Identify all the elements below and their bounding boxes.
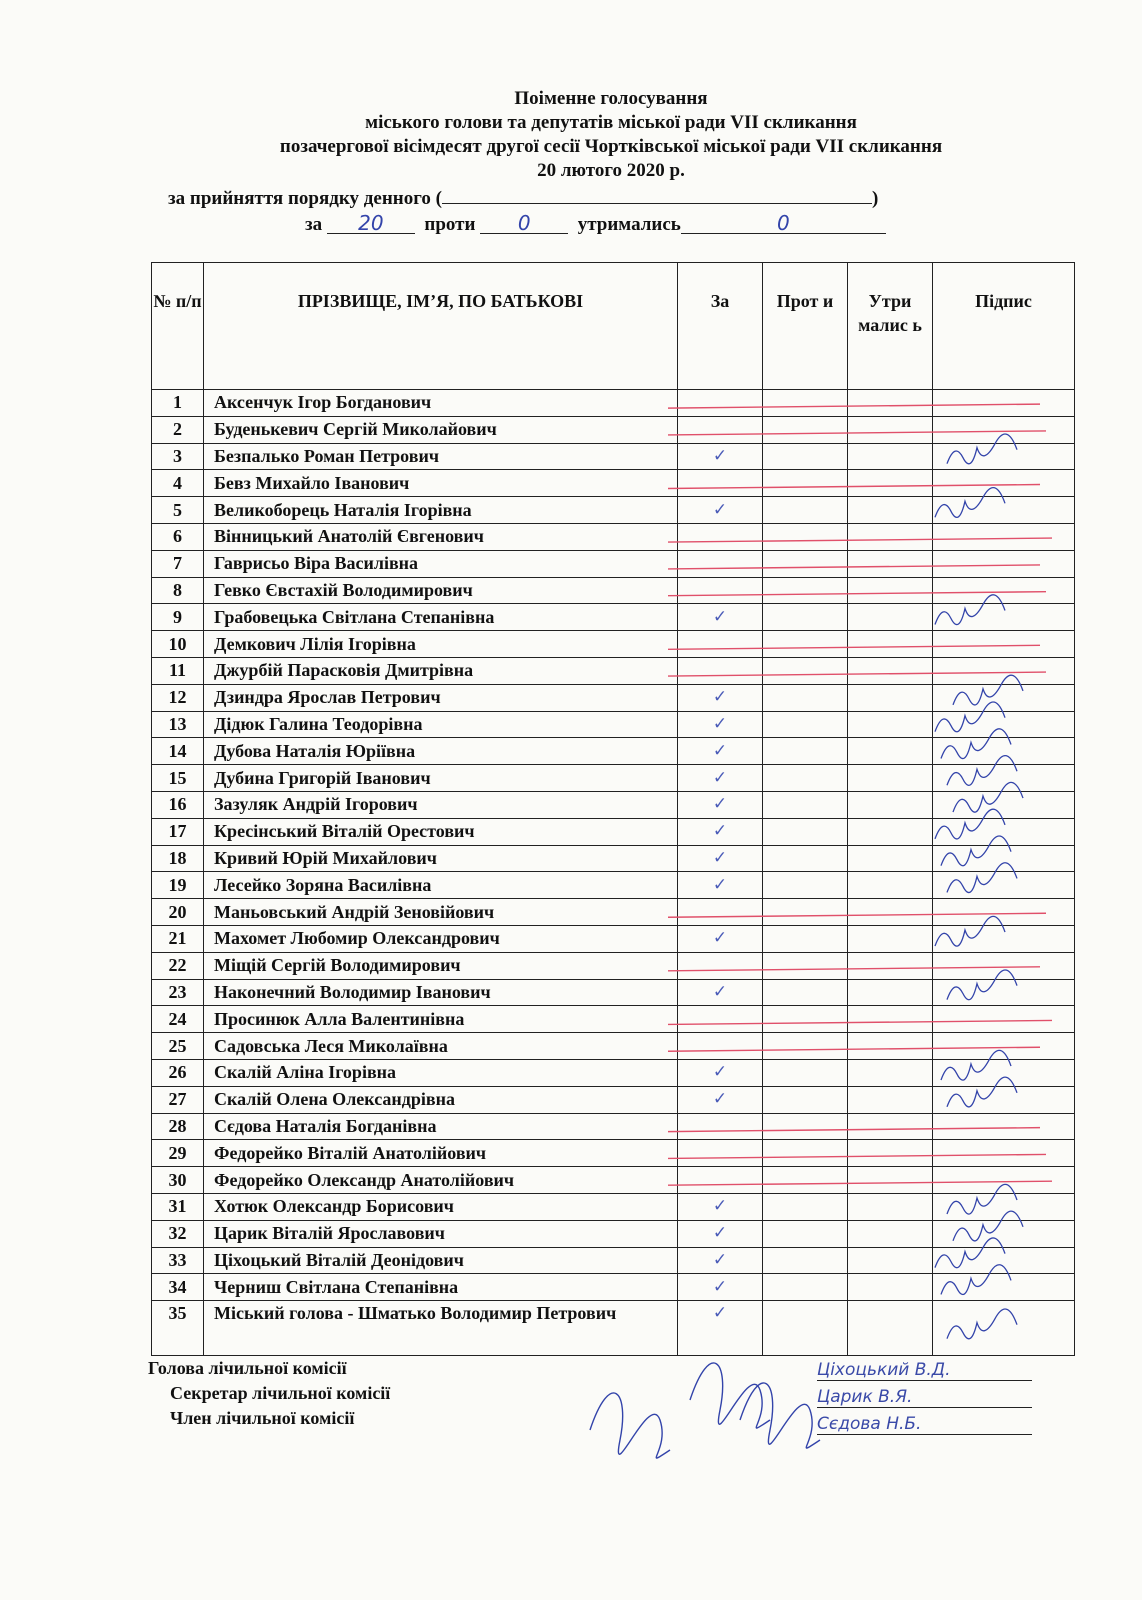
table-row [152, 1006, 1075, 1033]
row-against [763, 1167, 848, 1194]
row-name: Кривий Юрій Михайлович [204, 845, 678, 872]
row-abstain [848, 497, 933, 524]
row-signature [933, 604, 1075, 631]
row-abstain [848, 979, 933, 1006]
table-row [152, 523, 1075, 550]
agenda-close: ) [871, 188, 879, 209]
table-row [152, 1140, 1075, 1167]
row-against [763, 1113, 848, 1140]
header-num: № п/п [152, 263, 204, 390]
row-name: Гевко Євстахій Володимирович [204, 577, 678, 604]
table-row [152, 952, 1075, 979]
row-number: 26 [152, 1059, 204, 1086]
check-mark-icon: ✓ [712, 1196, 728, 1217]
table-row [152, 925, 1075, 952]
row-signature [933, 1140, 1075, 1167]
check-mark-icon: ✓ [712, 1062, 728, 1083]
row-against [763, 1193, 848, 1220]
row-for [678, 497, 763, 524]
row-abstain [848, 872, 933, 899]
row-signature [933, 925, 1075, 952]
row-abstain [848, 738, 933, 765]
row-abstain [848, 1033, 933, 1060]
row-name: Великоборець Наталія Ігорівна [204, 497, 678, 524]
row-for [678, 657, 763, 684]
row-signature [933, 1113, 1075, 1140]
row-against [763, 390, 848, 417]
row-against [763, 1220, 848, 1247]
agenda-line [168, 188, 878, 210]
for-count: 20 [327, 213, 415, 234]
check-mark-icon: ✓ [712, 981, 728, 1002]
check-mark-icon: ✓ [712, 874, 728, 895]
row-for [678, 1086, 763, 1113]
row-name: Дубина Григорій Іванович [204, 765, 678, 792]
row-abstain [848, 711, 933, 738]
check-mark-icon: ✓ [712, 821, 728, 842]
row-abstain [848, 899, 933, 926]
row-abstain [848, 1140, 933, 1167]
table-row [152, 872, 1075, 899]
check-mark-icon: ✓ [712, 445, 728, 466]
against-count: 0 [480, 213, 568, 234]
agenda-blank [442, 189, 872, 204]
table-row [152, 497, 1075, 524]
row-name: Федорейко Олександр Анатолійович [204, 1167, 678, 1194]
table-body [152, 390, 1075, 1356]
row-against [763, 845, 848, 872]
row-signature [933, 791, 1075, 818]
title-line-2: міського голови та депутатів міської ради VII скликання [365, 112, 857, 133]
row-against [763, 1301, 848, 1356]
header-against: Прот и [763, 263, 848, 390]
row-signature [933, 1006, 1075, 1033]
row-number: 4 [152, 470, 204, 497]
row-for [678, 765, 763, 792]
table-row [152, 1033, 1075, 1060]
row-name: Джурбій Парасковія Дмитрівна [204, 657, 678, 684]
row-for [678, 1006, 763, 1033]
table-row [152, 470, 1075, 497]
row-name: Аксенчук Ігор Богданович [204, 390, 678, 417]
header-abstain: Утри малис ь [848, 263, 933, 390]
row-for [678, 1113, 763, 1140]
row-number: 29 [152, 1140, 204, 1167]
row-for [678, 550, 763, 577]
row-against [763, 604, 848, 631]
row-number: 8 [152, 577, 204, 604]
row-signature [933, 1086, 1075, 1113]
header-name: ПРІЗВИЩЕ, ІМ’Я, ПО БАТЬКОВІ [204, 263, 678, 390]
row-signature [933, 1301, 1075, 1356]
row-number: 1 [152, 390, 204, 417]
row-signature [933, 845, 1075, 872]
row-abstain [848, 416, 933, 443]
row-for [678, 631, 763, 658]
row-against [763, 925, 848, 952]
row-abstain [848, 845, 933, 872]
table-row [152, 577, 1075, 604]
row-number: 17 [152, 818, 204, 845]
row-signature [933, 979, 1075, 1006]
row-name: Наконечний Володимир Іванович [204, 979, 678, 1006]
commission-signature [740, 1383, 820, 1448]
row-for [678, 416, 763, 443]
table-row [152, 1113, 1075, 1140]
row-signature [933, 738, 1075, 765]
row-against [763, 1247, 848, 1274]
row-number: 33 [152, 1247, 204, 1274]
row-against [763, 1086, 848, 1113]
header-signature: Підпис [933, 263, 1075, 390]
row-abstain [848, 925, 933, 952]
row-signature [933, 470, 1075, 497]
row-abstain [848, 1167, 933, 1194]
table-row [152, 765, 1075, 792]
check-mark-icon: ✓ [712, 847, 728, 868]
row-against [763, 631, 848, 658]
row-for [678, 1274, 763, 1301]
row-against [763, 952, 848, 979]
table-row [152, 738, 1075, 765]
check-mark-icon: ✓ [712, 1249, 728, 1270]
table-row [152, 416, 1075, 443]
row-number: 31 [152, 1193, 204, 1220]
row-number: 24 [152, 1006, 204, 1033]
row-for [678, 1193, 763, 1220]
row-signature [933, 872, 1075, 899]
row-signature [933, 684, 1075, 711]
row-abstain [848, 1113, 933, 1140]
row-against [763, 899, 848, 926]
table-row [152, 1167, 1075, 1194]
row-for [678, 738, 763, 765]
row-against [763, 738, 848, 765]
row-for [678, 470, 763, 497]
check-mark-icon: ✓ [712, 1303, 728, 1324]
row-name: Демкович Лілія Ігорівна [204, 631, 678, 658]
check-mark-icon: ✓ [712, 740, 728, 761]
row-for [678, 1167, 763, 1194]
row-signature [933, 711, 1075, 738]
row-abstain [848, 1274, 933, 1301]
row-for [678, 791, 763, 818]
row-signature [933, 1247, 1075, 1274]
row-for [678, 1059, 763, 1086]
row-signature [933, 1274, 1075, 1301]
row-number: 20 [152, 899, 204, 926]
row-abstain [848, 1193, 933, 1220]
row-abstain [848, 470, 933, 497]
member-label: Член лічильної комісії [170, 1408, 355, 1428]
check-mark-icon: ✓ [712, 606, 728, 627]
row-number: 19 [152, 872, 204, 899]
row-for [678, 523, 763, 550]
table-row [152, 390, 1075, 417]
commission-signature [690, 1363, 770, 1428]
table-row [152, 631, 1075, 658]
table-row [152, 604, 1075, 631]
row-against [763, 711, 848, 738]
row-name: Дідюк Галина Теодорівна [204, 711, 678, 738]
row-for [678, 1220, 763, 1247]
row-for [678, 711, 763, 738]
row-signature [933, 952, 1075, 979]
table-row [152, 818, 1075, 845]
row-for [678, 604, 763, 631]
title-line-3: позачергової вісімдесят другої сесії Чортківської міської ради VII скликання [279, 136, 943, 157]
row-for [678, 1140, 763, 1167]
row-name: Міщій Сергій Володимирович [204, 952, 678, 979]
check-mark-icon: ✓ [712, 794, 728, 815]
table-row [152, 1247, 1075, 1274]
row-name: Буденькевич Сергій Миколайович [204, 416, 678, 443]
row-signature [933, 497, 1075, 524]
row-number: 21 [152, 925, 204, 952]
check-mark-icon: ✓ [712, 1223, 728, 1244]
title-line-1: Поіменне голосування [514, 88, 708, 109]
row-for [678, 390, 763, 417]
row-number: 18 [152, 845, 204, 872]
row-signature [933, 550, 1075, 577]
row-signature [933, 899, 1075, 926]
row-against [763, 1006, 848, 1033]
check-mark-icon: ✓ [712, 499, 728, 520]
table-row [152, 1274, 1075, 1301]
row-signature [933, 1193, 1075, 1220]
row-number: 22 [152, 952, 204, 979]
row-name: Дубова Наталія Юріївна [204, 738, 678, 765]
row-name: Хотюк Олександр Борисович [204, 1193, 678, 1220]
row-against [763, 657, 848, 684]
row-abstain [848, 1220, 933, 1247]
row-against [763, 765, 848, 792]
row-signature [933, 631, 1075, 658]
table-row [152, 550, 1075, 577]
row-number: 10 [152, 631, 204, 658]
row-for [678, 845, 763, 872]
table-row [152, 1193, 1075, 1220]
row-against [763, 1033, 848, 1060]
check-mark-icon: ✓ [712, 713, 728, 734]
row-name: Міський голова - Шматько Володимир Петрович [204, 1301, 678, 1356]
table-row [152, 1059, 1075, 1086]
header-for: За [678, 263, 763, 390]
table-row [152, 1301, 1075, 1356]
row-name: Садовська Леся Миколаївна [204, 1033, 678, 1060]
row-number: 34 [152, 1274, 204, 1301]
commission-signature [590, 1393, 670, 1458]
row-number: 5 [152, 497, 204, 524]
row-against [763, 497, 848, 524]
row-number: 15 [152, 765, 204, 792]
row-abstain [848, 523, 933, 550]
table-row [152, 845, 1075, 872]
row-name: Зазуляк Андрій Ігорович [204, 791, 678, 818]
row-signature [933, 1059, 1075, 1086]
row-against [763, 523, 848, 550]
row-name: Черниш Світлана Степанівна [204, 1274, 678, 1301]
row-number: 32 [152, 1220, 204, 1247]
against-label: проти [424, 214, 476, 235]
row-abstain [848, 604, 933, 631]
row-abstain [848, 443, 933, 470]
row-abstain [848, 577, 933, 604]
check-mark-icon: ✓ [712, 928, 728, 949]
row-name: Кресінський Віталій Орестович [204, 818, 678, 845]
row-for [678, 872, 763, 899]
table-row [152, 711, 1075, 738]
row-name: Махомет Любомир Олександрович [204, 925, 678, 952]
row-name: Скалій Аліна Ігорівна [204, 1059, 678, 1086]
row-against [763, 1059, 848, 1086]
row-signature [933, 390, 1075, 417]
row-against [763, 791, 848, 818]
check-mark-icon: ✓ [712, 767, 728, 788]
row-abstain [848, 1301, 933, 1356]
table-row [152, 1220, 1075, 1247]
row-against [763, 416, 848, 443]
row-number: 11 [152, 657, 204, 684]
chair-name-handwritten: Ціхоцький В.Д. [817, 1360, 1032, 1381]
row-against [763, 470, 848, 497]
row-abstain [848, 818, 933, 845]
row-against [763, 577, 848, 604]
row-for [678, 818, 763, 845]
row-number: 7 [152, 550, 204, 577]
row-against [763, 1140, 848, 1167]
row-number: 16 [152, 791, 204, 818]
row-signature [933, 818, 1075, 845]
row-name: Просинюк Алла Валентинівна [204, 1006, 678, 1033]
row-for [678, 1247, 763, 1274]
row-signature [933, 765, 1075, 792]
row-name: Маньовський Андрій Зеновійович [204, 899, 678, 926]
abstain-label: утримались [577, 214, 681, 235]
table-row [152, 791, 1075, 818]
row-signature [933, 1220, 1075, 1247]
table-row [152, 979, 1075, 1006]
row-number: 25 [152, 1033, 204, 1060]
row-name: Лесейко Зоряна Василівна [204, 872, 678, 899]
row-for [678, 979, 763, 1006]
row-abstain [848, 1059, 933, 1086]
row-against [763, 684, 848, 711]
row-signature [933, 657, 1075, 684]
row-signature [933, 1167, 1075, 1194]
check-mark-icon: ✓ [712, 1089, 728, 1110]
row-abstain [848, 952, 933, 979]
row-name: Федорейко Віталій Анатолійович [204, 1140, 678, 1167]
row-signature [933, 577, 1075, 604]
check-mark-icon: ✓ [712, 687, 728, 708]
row-signature [933, 443, 1075, 470]
row-number: 2 [152, 416, 204, 443]
row-number: 23 [152, 979, 204, 1006]
table-row [152, 1086, 1075, 1113]
row-abstain [848, 631, 933, 658]
row-number: 12 [152, 684, 204, 711]
row-for [678, 925, 763, 952]
table-header-row [152, 263, 1075, 390]
row-for [678, 952, 763, 979]
row-for [678, 684, 763, 711]
agenda-label: за прийняття порядку денного ( [168, 188, 442, 209]
row-for [678, 443, 763, 470]
abstain-count: 0 [681, 213, 886, 234]
row-for [678, 577, 763, 604]
row-abstain [848, 1006, 933, 1033]
table-row [152, 657, 1075, 684]
member-name-handwritten: Сєдова Н.Б. [817, 1414, 1032, 1435]
row-against [763, 550, 848, 577]
row-abstain [848, 684, 933, 711]
row-number: 27 [152, 1086, 204, 1113]
row-abstain [848, 657, 933, 684]
row-signature [933, 523, 1075, 550]
table-row [152, 443, 1075, 470]
row-number: 3 [152, 443, 204, 470]
row-abstain [848, 765, 933, 792]
row-abstain [848, 791, 933, 818]
row-name: Грабовецька Світлана Степанівна [204, 604, 678, 631]
row-name: Гаврисьо Віра Василівна [204, 550, 678, 577]
row-name: Вінницький Анатолій Євгенович [204, 523, 678, 550]
row-number: 35 [152, 1301, 204, 1356]
row-against [763, 1274, 848, 1301]
secretary-name-handwritten: Царик В.Я. [817, 1387, 1032, 1408]
row-name: Бевз Михайло Іванович [204, 470, 678, 497]
row-abstain [848, 550, 933, 577]
row-name: Сєдова Наталія Богданівна [204, 1113, 678, 1140]
chair-label: Голова лічильної комісії [148, 1358, 347, 1378]
tally-line [305, 213, 886, 236]
row-against [763, 872, 848, 899]
row-number: 28 [152, 1113, 204, 1140]
row-number: 30 [152, 1167, 204, 1194]
row-number: 9 [152, 604, 204, 631]
row-abstain [848, 1247, 933, 1274]
row-for [678, 1033, 763, 1060]
row-number: 6 [152, 523, 204, 550]
row-number: 14 [152, 738, 204, 765]
row-name: Дзиндра Ярослав Петрович [204, 684, 678, 711]
row-number: 13 [152, 711, 204, 738]
for-label: за [305, 214, 323, 235]
row-name: Скалій Олена Олександрівна [204, 1086, 678, 1113]
row-against [763, 979, 848, 1006]
row-name: Безпалько Роман Петрович [204, 443, 678, 470]
table-row [152, 684, 1075, 711]
row-signature [933, 1033, 1075, 1060]
check-mark-icon: ✓ [712, 1276, 728, 1297]
row-signature [933, 416, 1075, 443]
table-row [152, 899, 1075, 926]
row-for [678, 899, 763, 926]
row-abstain [848, 390, 933, 417]
row-abstain [848, 1086, 933, 1113]
row-against [763, 818, 848, 845]
secretary-label: Секретар лічильної комісії [170, 1383, 391, 1403]
row-for [678, 1301, 763, 1356]
row-name: Ціхоцький Віталій Деонідович [204, 1247, 678, 1274]
title-date: 20 лютого 2020 р. [537, 160, 685, 181]
row-against [763, 443, 848, 470]
row-name: Царик Віталій Ярославович [204, 1220, 678, 1247]
voting-table [151, 262, 1075, 1356]
